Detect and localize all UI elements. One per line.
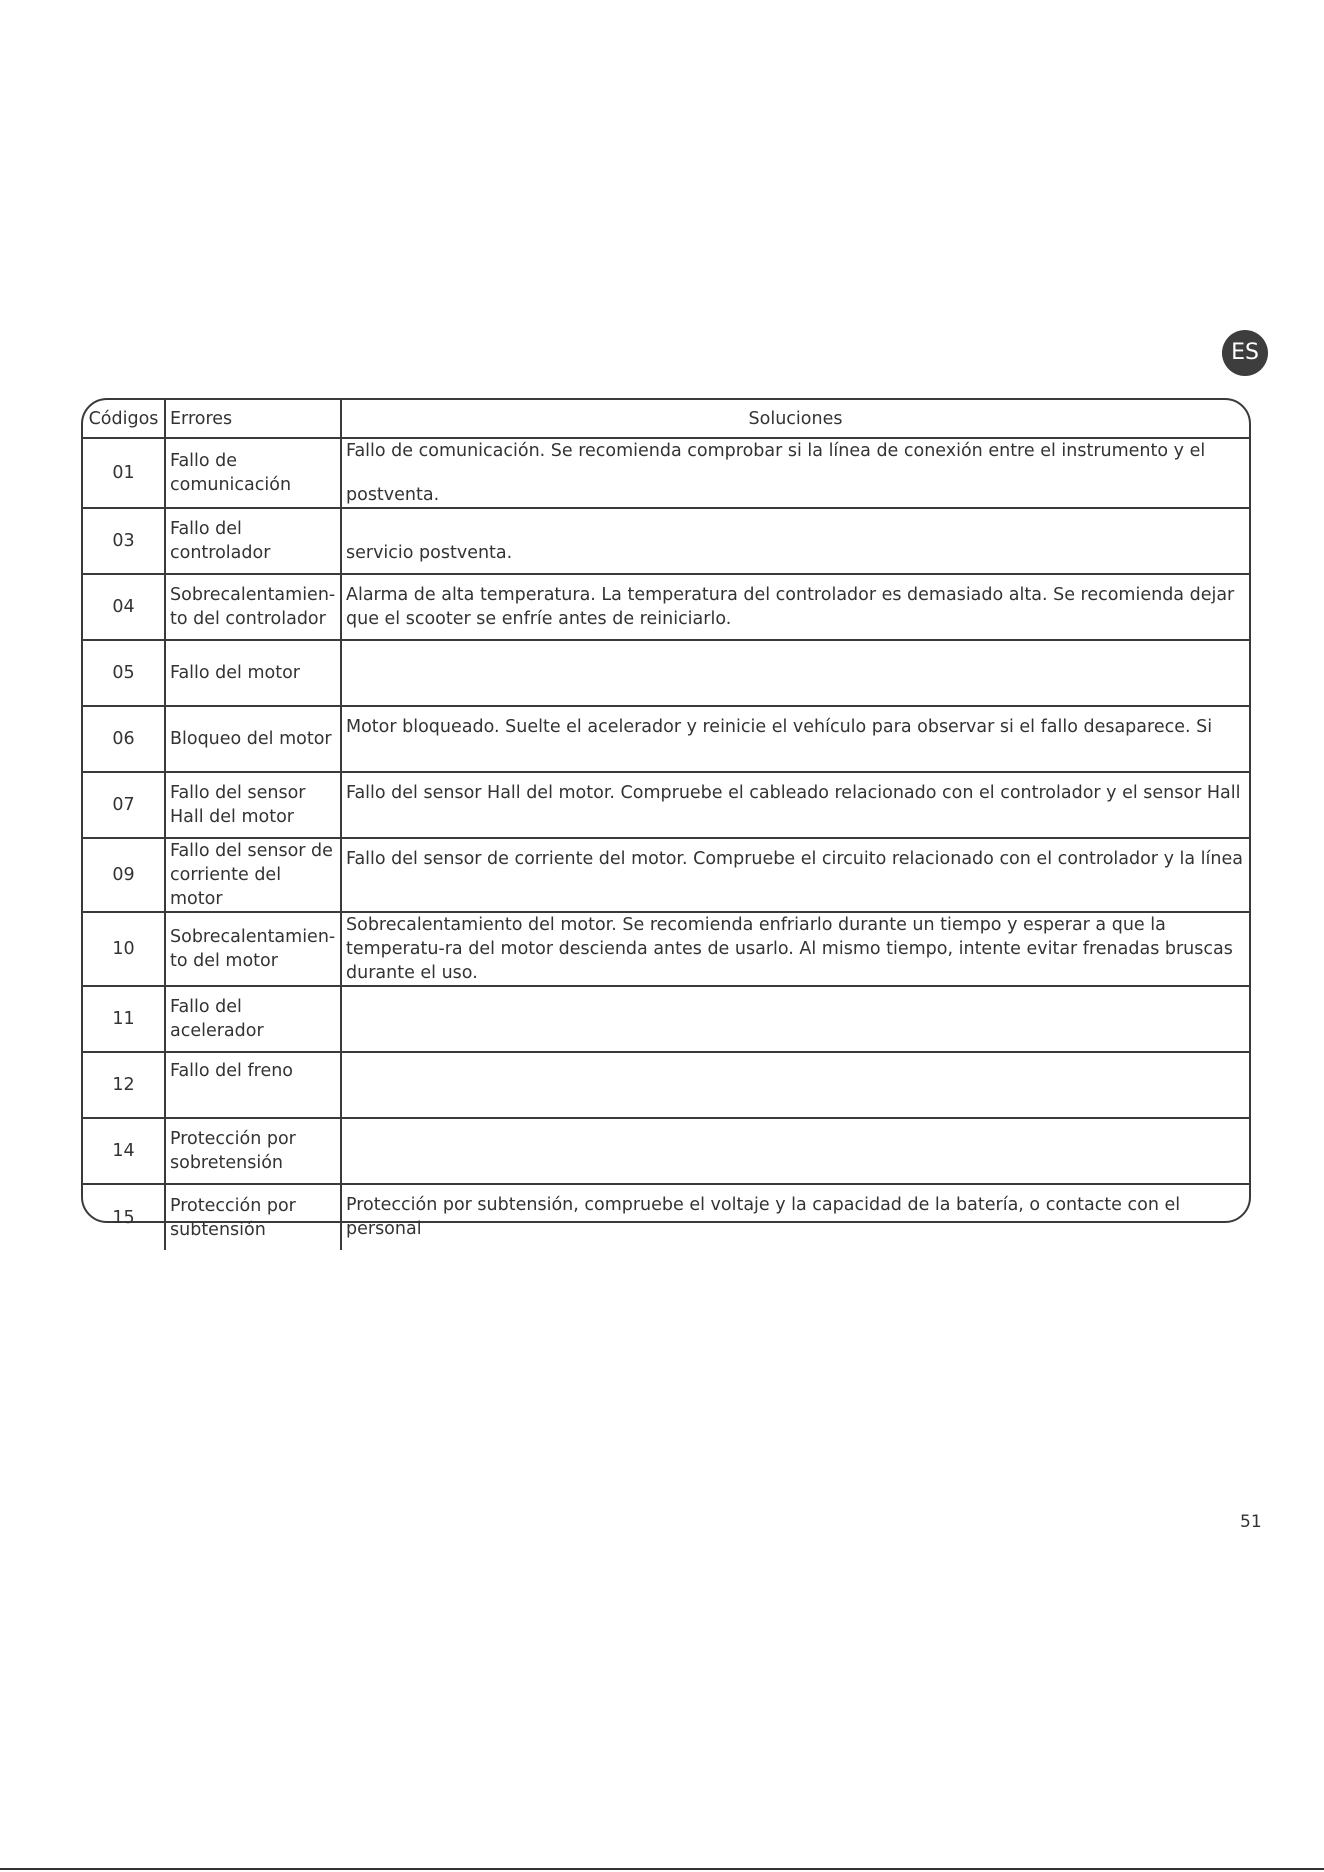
error-code: 03 xyxy=(83,508,165,574)
table-row xyxy=(83,1118,1249,1184)
error-name: Fallo del sensor Hall del motor xyxy=(165,772,341,838)
error-code: 04 xyxy=(83,574,165,640)
error-codes-table xyxy=(81,398,1251,1240)
solution-line: postventa. xyxy=(346,485,440,505)
error-solution xyxy=(341,1052,1249,1118)
error-solution: Sobrecalentamiento del motor. Se recomienda enfriarlo durante un tiempo y esperar a que la temperatu-ra del motor descienda antes de usarlo. Al mismo tiempo, intente evitar frenadas bruscas durante el uso. xyxy=(341,912,1249,986)
table-row xyxy=(83,986,1249,1052)
error-code: 15 xyxy=(83,1184,165,1250)
error-solution: Protección por subtensión, compruebe el voltaje y la capacidad de la batería, o contacte con el personal xyxy=(341,1184,1249,1250)
error-code: 09 xyxy=(83,838,165,912)
table-header-row xyxy=(83,400,1249,438)
table-row xyxy=(83,640,1249,706)
solution-line: Fallo de comunicación. Se recomienda comprobar si la línea de conexión entre el instrumento y el xyxy=(346,441,1206,461)
error-name: Fallo del acelerador xyxy=(165,986,341,1052)
language-badge: ES xyxy=(1222,330,1268,376)
header-codes: Códigos xyxy=(83,400,165,438)
error-solution: servicio postventa. xyxy=(341,508,1249,574)
error-code: 07 xyxy=(83,772,165,838)
table-row xyxy=(83,438,1249,508)
error-solution xyxy=(341,986,1249,1052)
table-row xyxy=(83,706,1249,772)
error-code: 14 xyxy=(83,1118,165,1184)
page-number: 51 xyxy=(1240,1512,1262,1532)
error-name: Sobrecalentamien-to del controlador xyxy=(165,574,341,640)
error-code: 12 xyxy=(83,1052,165,1118)
error-code: 01 xyxy=(83,438,165,508)
error-name: Protección por sobretensión xyxy=(165,1118,341,1184)
error-solution xyxy=(341,640,1249,706)
table-row xyxy=(83,508,1249,574)
error-code: 10 xyxy=(83,912,165,986)
error-code: 05 xyxy=(83,640,165,706)
error-name: Fallo del freno xyxy=(165,1052,341,1118)
error-solution: Motor bloqueado. Suelte el acelerador y reinicie el vehículo para observar si el fallo desaparece. Si xyxy=(341,706,1249,772)
bottom-rule xyxy=(0,1868,1324,1870)
error-name: Bloqueo del motor xyxy=(165,706,341,772)
error-name: Protección por subtensión xyxy=(165,1184,341,1250)
table-row xyxy=(83,1052,1249,1118)
table-row xyxy=(83,772,1249,838)
error-code: 06 xyxy=(83,706,165,772)
error-name: Fallo del motor xyxy=(165,640,341,706)
error-solution xyxy=(341,438,1249,508)
error-name: Fallo del sensor de corriente del motor xyxy=(165,838,341,912)
header-solutions: Soluciones xyxy=(341,400,1249,438)
table-row xyxy=(83,574,1249,640)
error-solution: Fallo del sensor Hall del motor. Compruebe el cableado relacionado con el controlador y el sensor Hall xyxy=(341,772,1249,838)
header-errors: Errores xyxy=(165,400,341,438)
error-name: Fallo del controlador xyxy=(165,508,341,574)
error-code: 11 xyxy=(83,986,165,1052)
error-solution: Alarma de alta temperatura. La temperatura del controlador es demasiado alta. Se recomienda dejar que el scooter se enfríe antes de reiniciarlo. xyxy=(341,574,1249,640)
table-row xyxy=(83,912,1249,986)
error-name: Sobrecalentamien-to del motor xyxy=(165,912,341,986)
table-row xyxy=(83,1184,1249,1250)
table-row xyxy=(83,838,1249,912)
error-solution xyxy=(341,1118,1249,1184)
error-solution: Fallo del sensor de corriente del motor. Compruebe el circuito relacionado con el controlador y la línea xyxy=(341,838,1249,912)
error-name: Fallo de comunicación xyxy=(165,438,341,508)
